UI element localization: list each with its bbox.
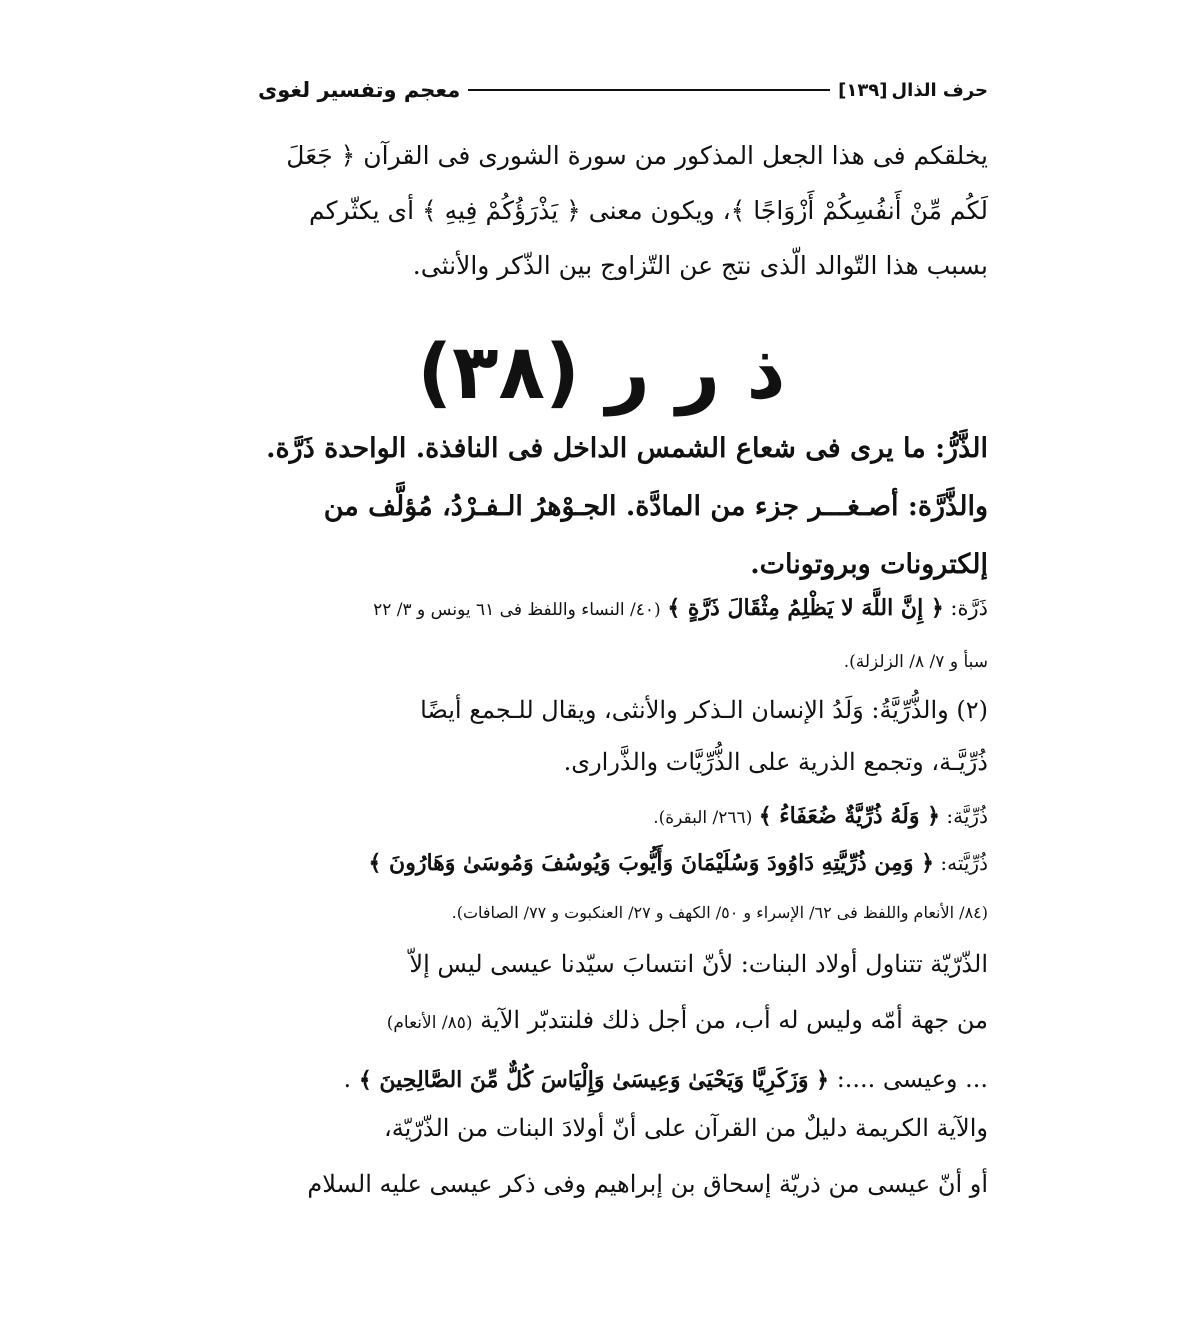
root-heading: ذ ر ر (٣٨) bbox=[417, 327, 786, 416]
paragraph-line: (٢) والذُّرِّيَّةُ: وَلَدُ الإنسان الـذكر والأنثى، ويقال للـجمع أيضًا bbox=[420, 696, 988, 724]
conclusion-paragraph bbox=[268, 1100, 988, 1212]
paragraph-text: . bbox=[343, 1065, 352, 1093]
definition-line: إلكترونات وبروتونات. bbox=[750, 549, 988, 580]
intro-line: لَكُم مِّنْ أَنفُسِكُمْ أَزْوَاجًا ﴾، ويكون معنى ﴿ يَذْرَؤُكُمْ فِيهِ ﴾ أى يكثّركم bbox=[308, 196, 988, 225]
paragraph-line: الذّرّيّة تتناول أولاد البنات: لأنّ انتسابَ سيّدنا عيسى ليس إلاّ bbox=[409, 950, 988, 978]
paragraph-line bbox=[268, 992, 988, 1051]
intro-line: يخلقكم فى هذا الجعل المذكور من سورة الشورى فى القرآن ﴿ جَعَلَ bbox=[286, 141, 988, 170]
reference-label: ذُرِّيَّة: bbox=[946, 804, 988, 828]
definition-paragraph bbox=[268, 420, 988, 594]
reference-dharra bbox=[268, 582, 988, 688]
header-rule bbox=[468, 89, 830, 91]
paragraph-line: ذُرِّيَّـة، وتجمع الذرية على الذُّرِّيَّات والذَّرارى. bbox=[563, 748, 988, 776]
page-number: [١٣٩] bbox=[838, 79, 888, 101]
dhurriya-paragraph bbox=[268, 684, 988, 788]
definition-line: الذَّرُّ: ما يرى فى شعاع الشمس الداخل فى النافذة. الواحدة ذَرَّة. bbox=[266, 433, 988, 464]
reference-source: (٨٥/ الأنعام) bbox=[386, 1013, 473, 1033]
quran-quote: ﴿ إِنَّ اللَّهَ لا يَظْلِمُ مِثْقَالَ ذَرَّةٍ ﴾ bbox=[667, 595, 944, 621]
book-title: معجم وتفسير لغوى bbox=[258, 78, 461, 102]
reference-source-continued: سبأ و ٧/ ٨/ الزلزلة). bbox=[843, 652, 988, 672]
quran-quote: ﴿ وَزَكَرِيَّا وَيَحْيَىٰ وَعِيسَىٰ وَإِلْيَاسَ كُلٌّ مِّنَ الصَّالِحِينَ ﴾ bbox=[358, 1067, 830, 1093]
reference-source: (٢٦٦/ البقرة). bbox=[653, 808, 753, 828]
reference-line bbox=[268, 790, 988, 844]
intro-paragraph bbox=[268, 128, 988, 293]
reference-source: (٨٤/ الأنعام واللفظ فى ٦٢/ الإسراء و ٥٠/ الكهف و ٢٧/ العنكبوت و ٧٧/ الصافات). bbox=[451, 903, 988, 922]
section-name: حرف الذال bbox=[891, 79, 988, 101]
paragraph-text: ... وعيسى ....: bbox=[836, 1065, 988, 1093]
quran-quote: ﴿ وَلَهُ ذُرِّيَّةٌ ضُعَفَاءُ ﴾ bbox=[758, 803, 941, 829]
quran-quote: ﴿ وَمِن ذُرِّيَّتِهِ دَاوُودَ وَسُلَيْمَانَ وَأَيُّوبَ وَيُوسُفَ وَمُوسَىٰ وَهَارُونَ ﴾ bbox=[368, 850, 934, 876]
reference-label: ذُرِّيَّته: bbox=[940, 851, 988, 875]
paragraph-line: أو أنّ عيسى من ذريّة إسحاق بن إبراهيم وفى ذكر عيسى عليه السلام bbox=[307, 1170, 988, 1198]
reference-label: ذَرَّة: bbox=[950, 596, 988, 620]
reference-dhurriya bbox=[268, 790, 988, 844]
daughters-paragraph bbox=[268, 936, 988, 1108]
header-section-group bbox=[838, 80, 988, 101]
paragraph-text: من جهة أمّه وليس له أب، من أجل ذلك فلنتدبّر الآية bbox=[480, 1006, 988, 1034]
definition-line: والذَّرَّة: أصـغـــر جزء من المادَّة. الجـوْهرُ الـفـرْدُ، مُؤلَّف من bbox=[323, 491, 988, 522]
page-header bbox=[258, 72, 988, 108]
paragraph-line: والآية الكريمة دليلٌ من القرآن على أنّ أولادَ البنات من الذّرّيّة، bbox=[383, 1114, 988, 1142]
reference-dhurriyatih bbox=[268, 838, 988, 888]
reference-line bbox=[268, 838, 988, 888]
intro-line: بسبب هذا التّوالد الّذى نتج عن التّزاوج بين الذّكر والأنثى. bbox=[412, 251, 988, 280]
reference-line bbox=[268, 582, 988, 636]
reference-source: (٤٠/ النساء واللفظ فى ٦١ يونس و ٣/ ٢٢ bbox=[373, 600, 661, 620]
